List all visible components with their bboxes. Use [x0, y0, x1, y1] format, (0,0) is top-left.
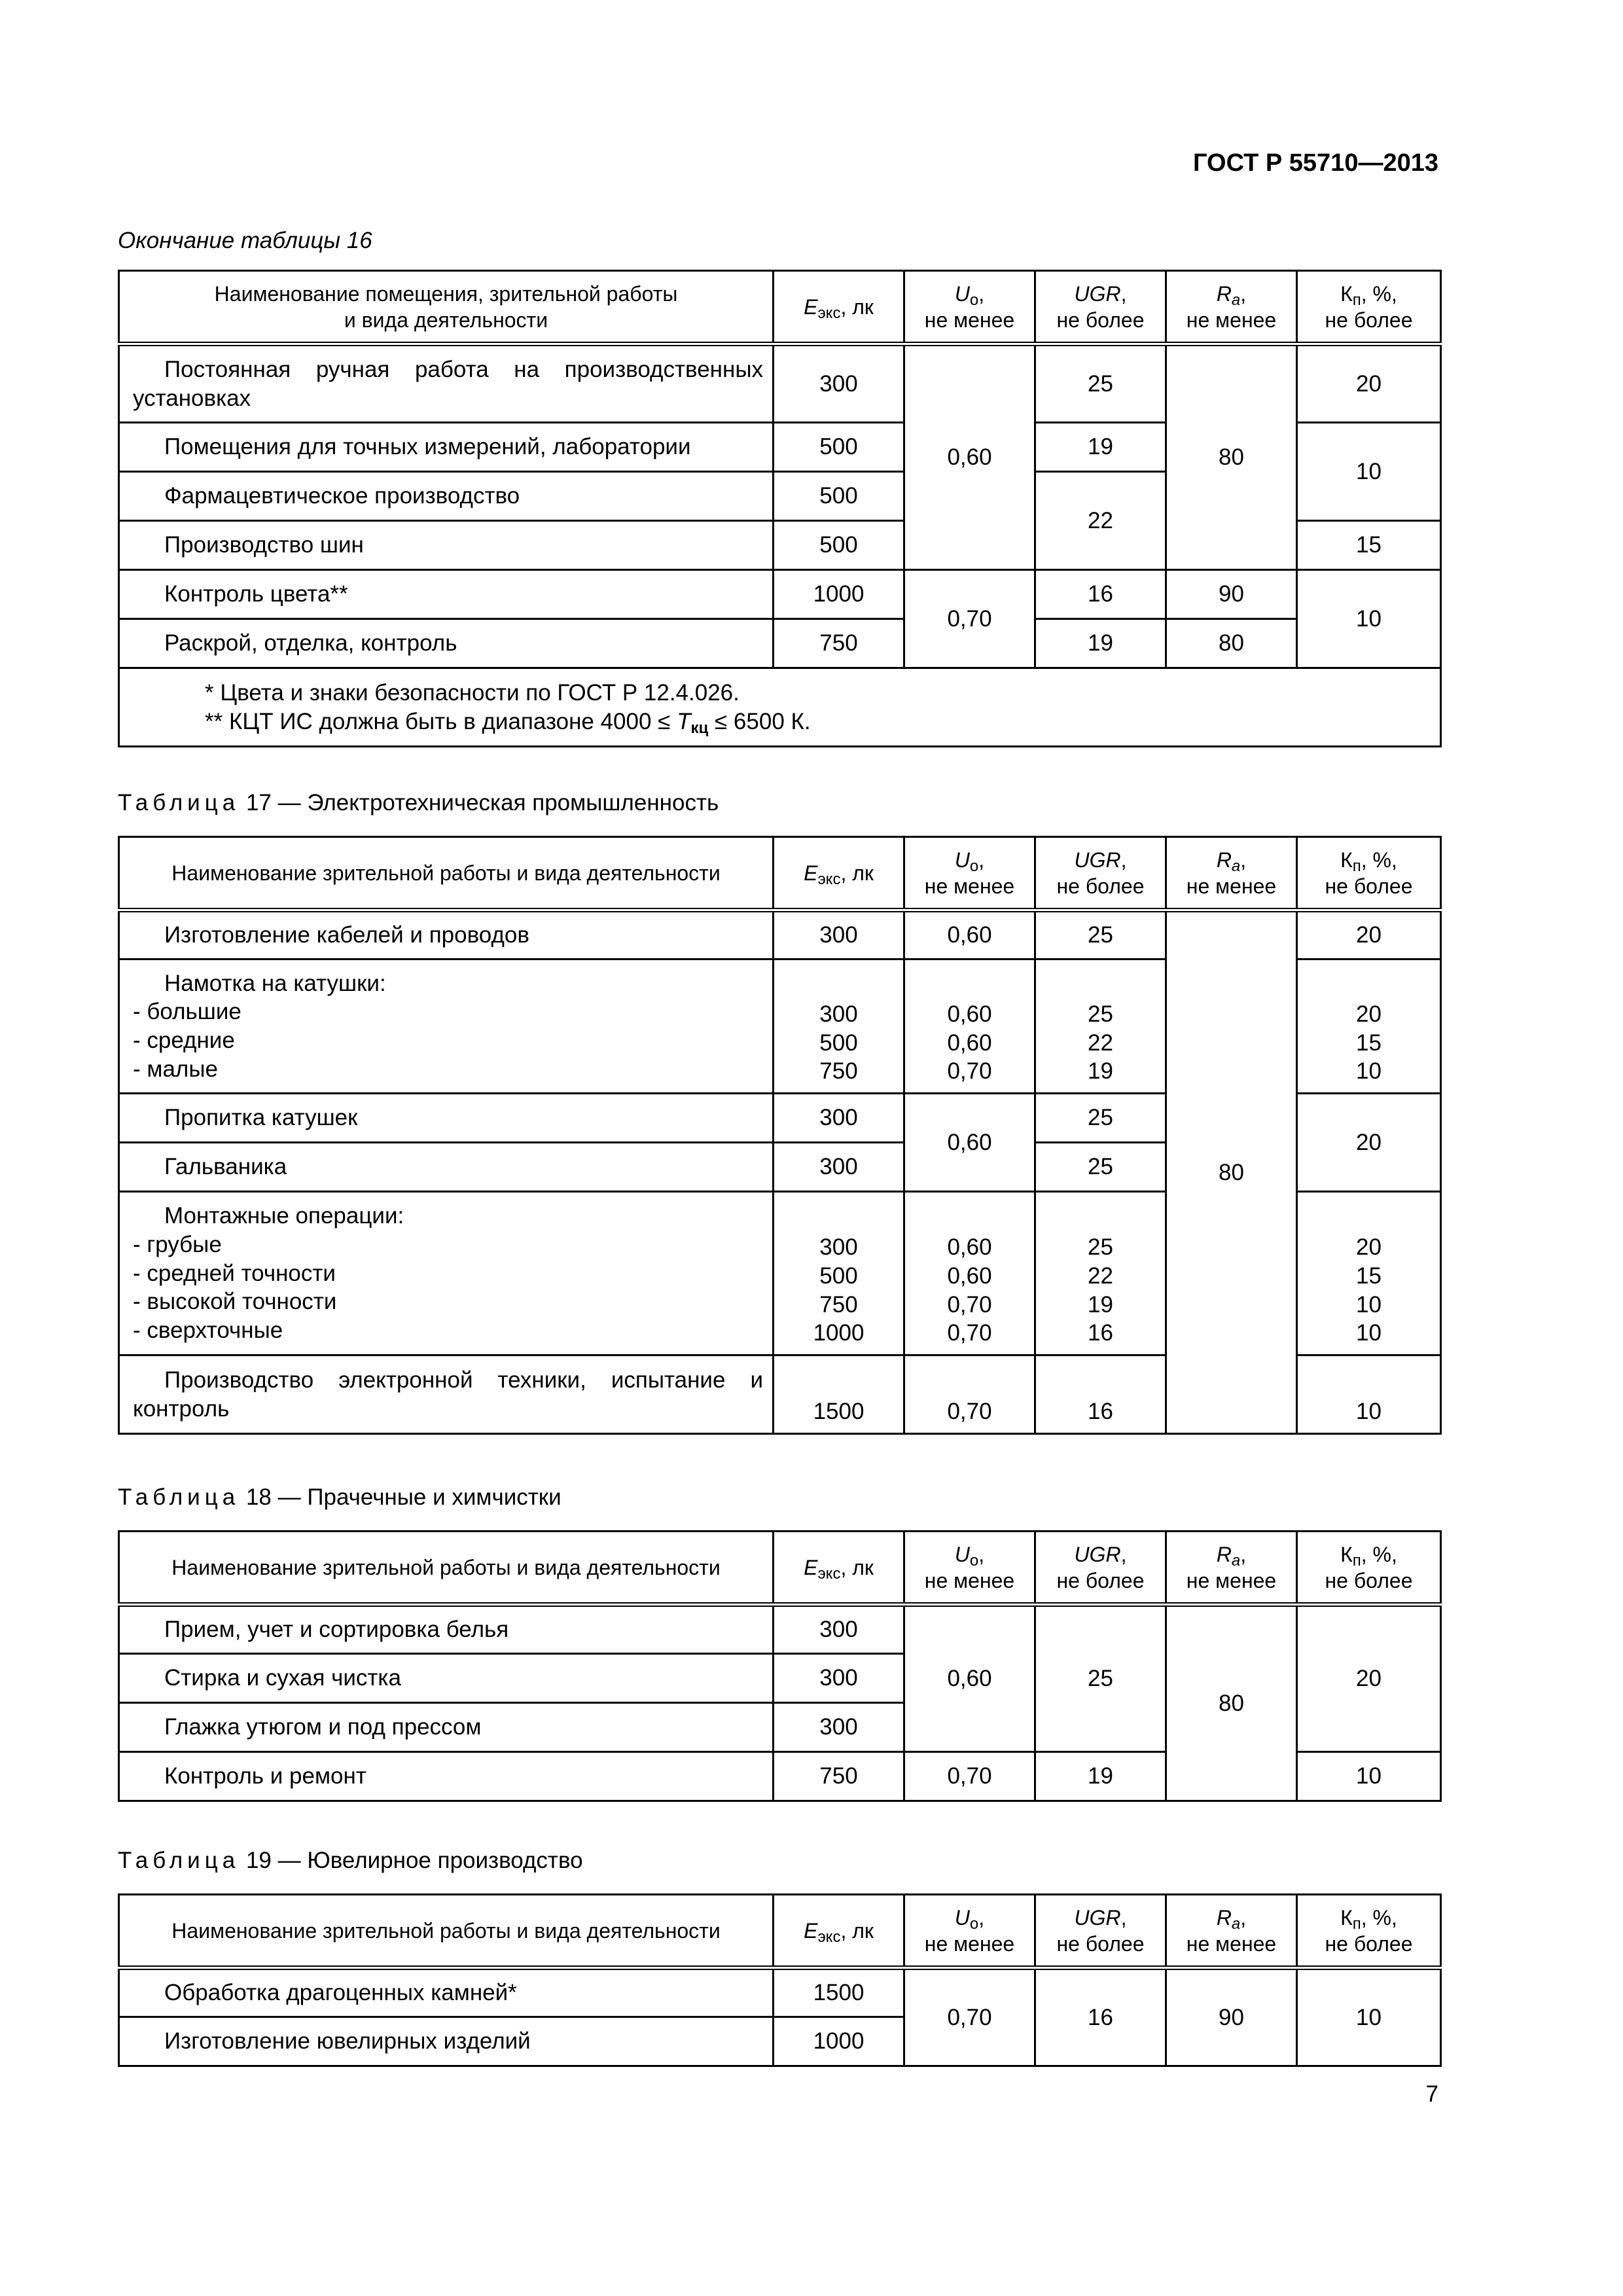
header-r: $R_a$, не менее — [1166, 837, 1297, 910]
header-e: $E_{экс}$, лк — [774, 1895, 904, 1968]
table-header-row — [119, 1895, 1441, 1968]
header-u: $U_о$, не менее — [904, 271, 1035, 344]
header-r: $R_a$, не менее — [1166, 1532, 1297, 1605]
header-u: $U_о$, не менее — [904, 1532, 1035, 1605]
table-row: Производство электронной техники, испытание и контроль 1500 0,70 16 10 — [119, 1355, 1441, 1434]
header-name: Наименование зрительной работы и вида деятельности — [119, 1895, 774, 1968]
header-k: $К_п$, %, не более — [1297, 271, 1441, 344]
table-header-row — [119, 271, 1441, 344]
table-row: Изготовление кабелей и проводов 300 0,60 25 80 20 — [119, 910, 1441, 960]
table-row: Контроль цвета** 1000 0,70 16 90 10 — [119, 570, 1441, 619]
table-row: Постоянная ручная работа на производственных установках 300 0,60 25 80 20 — [119, 344, 1441, 423]
table18-caption: Таблица 18 — Прачечные и химчистки — [118, 1484, 562, 1510]
table-row: Стирка и сухая чистка 300 — [119, 1654, 1441, 1703]
table19-caption: Таблица 19 — Ювелирное производство — [118, 1848, 583, 1873]
table17 — [118, 836, 1442, 1435]
footnote-2: ** КЦТ ИС должна быть в диапазоне $4000 \le T_{кц} \le 6500$ К. — [205, 708, 811, 737]
table-row: Фармацевтическое производство 500 22 — [119, 472, 1441, 521]
header-k: $К_п$, %, не более — [1297, 837, 1441, 910]
table18 — [118, 1530, 1442, 1802]
table-row: Глажка утюгом и под прессом 300 — [119, 1703, 1441, 1752]
header-ugr: UGR, не более — [1035, 1532, 1166, 1605]
table-row: Прием, учет и сортировка белья 300 0,60 25 80 20 — [119, 1605, 1441, 1654]
header-e: $E_{экс}$, лк — [774, 837, 904, 910]
table-header-row — [119, 1532, 1441, 1605]
header-ugr: UGR, не более — [1035, 271, 1166, 344]
table16-caption: Окончание таблицы 16 — [118, 228, 372, 253]
header-ugr: UGR, не более — [1035, 1895, 1166, 1968]
table-header-row — [119, 837, 1441, 910]
table-row: Гальваника 300 25 — [119, 1143, 1441, 1192]
header-r: $R_a$, не менее — [1166, 1895, 1297, 1968]
table-row: Монтажные операции: - грубые - средней точности - высокой точности - сверхточные 300 500 750 1000 0,60 0,60 0,70 0,70 25 22 19 16 20 15 10 10 — [119, 1192, 1441, 1355]
table-row: Раскрой, отделка, контроль 750 19 80 — [119, 619, 1441, 668]
table-row: Намотка на катушки: - большие - средние - малые 300 500 750 0,60 0,60 0,70 25 22 19 20 15 10 — [119, 960, 1441, 1094]
table-row: Контроль и ремонт 750 0,70 19 10 — [119, 1752, 1441, 1801]
header-u: $U_о$, не менее — [904, 1895, 1035, 1968]
table-row: Помещения для точных измерений, лаборатории 500 19 10 — [119, 423, 1441, 472]
header-u: $U_о$, не менее — [904, 837, 1035, 910]
header-name: Наименование зрительной работы и вида деятельности — [119, 837, 774, 910]
header-name: Наименование помещения, зрительной работы и вида деятельности — [119, 271, 774, 344]
table-row: Обработка драгоценных камней* 1500 0,70 16 90 10 — [119, 1968, 1441, 2017]
table-row: Производство шин 500 15 — [119, 521, 1441, 570]
header-e: $E_{экс}$, лк — [774, 1532, 904, 1605]
table-row: Пропитка катушек 300 0,60 25 20 — [119, 1094, 1441, 1143]
header-k: $К_п$, %, не более — [1297, 1895, 1441, 1968]
table16 — [118, 270, 1442, 747]
header-e: $E_{экс}$, лк — [774, 271, 904, 344]
footnote-1: * Цвета и знаки безопасности по ГОСТ Р 12.4.026. — [205, 679, 740, 706]
page-number: 7 — [1425, 2081, 1438, 2107]
table19 — [118, 1893, 1442, 2067]
header-r: $R_a$, не менее — [1166, 271, 1297, 344]
page-header: ГОСТ Р 55710—2013 — [1193, 149, 1438, 177]
table17-caption: Таблица 17 — Электротехническая промышленность — [118, 790, 719, 816]
table-notes-row — [119, 668, 1441, 747]
table-row: Изготовление ювелирных изделий 1000 — [119, 2017, 1441, 2066]
header-ugr: UGR, не более — [1035, 837, 1166, 910]
header-name: Наименование зрительной работы и вида деятельности — [119, 1532, 774, 1605]
header-k: $К_п$, %, не более — [1297, 1532, 1441, 1605]
